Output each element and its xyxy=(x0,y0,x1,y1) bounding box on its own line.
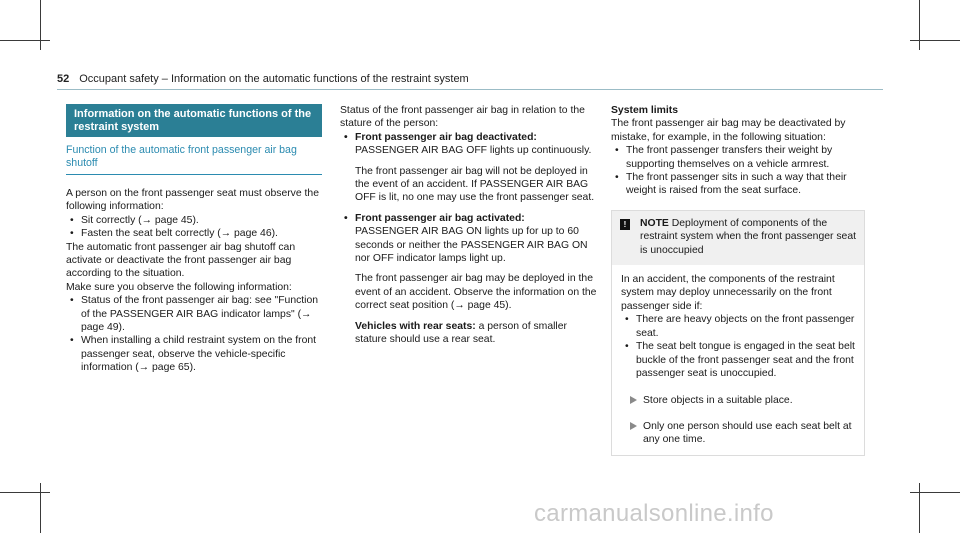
inline-heading: Vehicles with rear seats: xyxy=(355,320,476,332)
crop-mark xyxy=(910,492,960,493)
crop-mark xyxy=(40,0,41,50)
intro-paragraph: A person on the front passenger seat must observe the following information: xyxy=(66,188,319,213)
list-item-heading: • Front passenger air bag activated: xyxy=(340,212,600,225)
running-title: Occupant safety – Information on the automatic functions of the restraint system xyxy=(79,73,469,85)
paragraph xyxy=(340,320,600,347)
section-heading: System limits xyxy=(611,105,678,116)
paragraph: The front passenger air bag will not be deployed in the event of an accident. If PASSENGER AIR BAG OFF is lit, no one may use the front passenger seat. xyxy=(355,165,595,204)
note-title-text: Deployment of components of the restraint system when the front passenger seat is unoccupied xyxy=(640,217,857,256)
list-item: • There are heavy objects on the front passenger seat. xyxy=(621,313,855,340)
instruction-step: Only one person should use each seat belt at any one time. xyxy=(621,420,855,447)
column-right xyxy=(611,104,865,456)
note-box xyxy=(611,210,865,456)
column-left xyxy=(66,104,322,375)
paragraph: PASSENGER AIR BAG OFF lights up continuously. xyxy=(355,145,592,157)
instruction-step: Store objects in a suitable place. xyxy=(621,394,855,407)
header-rule xyxy=(57,89,883,90)
paragraph: The front passenger air bag may be deployed in the event of an accident. Observe the information on the correct seat position (→ page 45). xyxy=(355,273,597,312)
list-item: • When installing a child restraint system on the front passenger seat, observe the vehicle-specific information (→ page 65). xyxy=(66,334,322,374)
paragraph: Make sure you observe the following information: xyxy=(66,281,292,293)
list-item: • The front passenger transfers their weight by supporting themselves on a vehicle armrest. xyxy=(611,144,865,171)
paragraph: Status of the front passenger air bag in relation to the stature of the person: xyxy=(340,105,585,130)
warning-icon: ! xyxy=(620,219,630,230)
list-item: • Fasten the seat belt correctly (→ page 46). xyxy=(66,227,322,240)
watermark: carmanualsonline.info xyxy=(534,500,774,527)
crop-mark xyxy=(40,483,41,533)
crop-mark xyxy=(0,40,50,41)
section-banner: Information on the automatic functions of the restraint system xyxy=(66,104,322,137)
note-title xyxy=(620,217,856,257)
crop-mark xyxy=(0,492,50,493)
paragraph: PASSENGER AIR BAG ON lights up for up to 60 seconds or neither the PASSENGER AIR BAG ON nor OFF indicator lamps light up. xyxy=(355,226,588,265)
paragraph: In an accident, the components of the restraint system may deploy unnecessarily on the front passenger side if: xyxy=(621,274,835,312)
list-item: • The front passenger sits in such a way that their weight is raised from the seat surface. xyxy=(611,171,865,198)
crop-mark xyxy=(919,0,920,50)
paragraph: The front passenger air bag may be deactivated by mistake, for example, in the following situation: xyxy=(611,118,846,143)
list-item-heading: • Front passenger air bag deactivated: xyxy=(340,131,600,144)
list-item: • Sit correctly (→ page 45). xyxy=(66,214,322,227)
crop-mark xyxy=(910,40,960,41)
note-body xyxy=(612,265,864,454)
section-subheading: Function of the automatic front passenger air bag shutoff xyxy=(66,144,322,175)
note-header xyxy=(612,211,864,265)
note-label: NOTE xyxy=(640,217,669,229)
column-middle xyxy=(340,104,600,347)
page-number: 52 xyxy=(57,73,70,85)
list-item: • The seat belt tongue is engaged in the seat belt buckle of the front passenger seat and the front passenger seat is unoccupied. xyxy=(621,340,855,380)
list-item: • Status of the front passenger air bag: see "Function of the PASSENGER AIR BAG indicator lamps" (→ page 49). xyxy=(66,294,322,334)
paragraph: The automatic front passenger air bag shutoff can activate or deactivate the front passenger air bag according to the situation. xyxy=(66,241,296,280)
page-header xyxy=(57,73,469,85)
inline-text: a person of smaller stature should use a rear seat. xyxy=(355,320,567,346)
crop-mark xyxy=(919,483,920,533)
